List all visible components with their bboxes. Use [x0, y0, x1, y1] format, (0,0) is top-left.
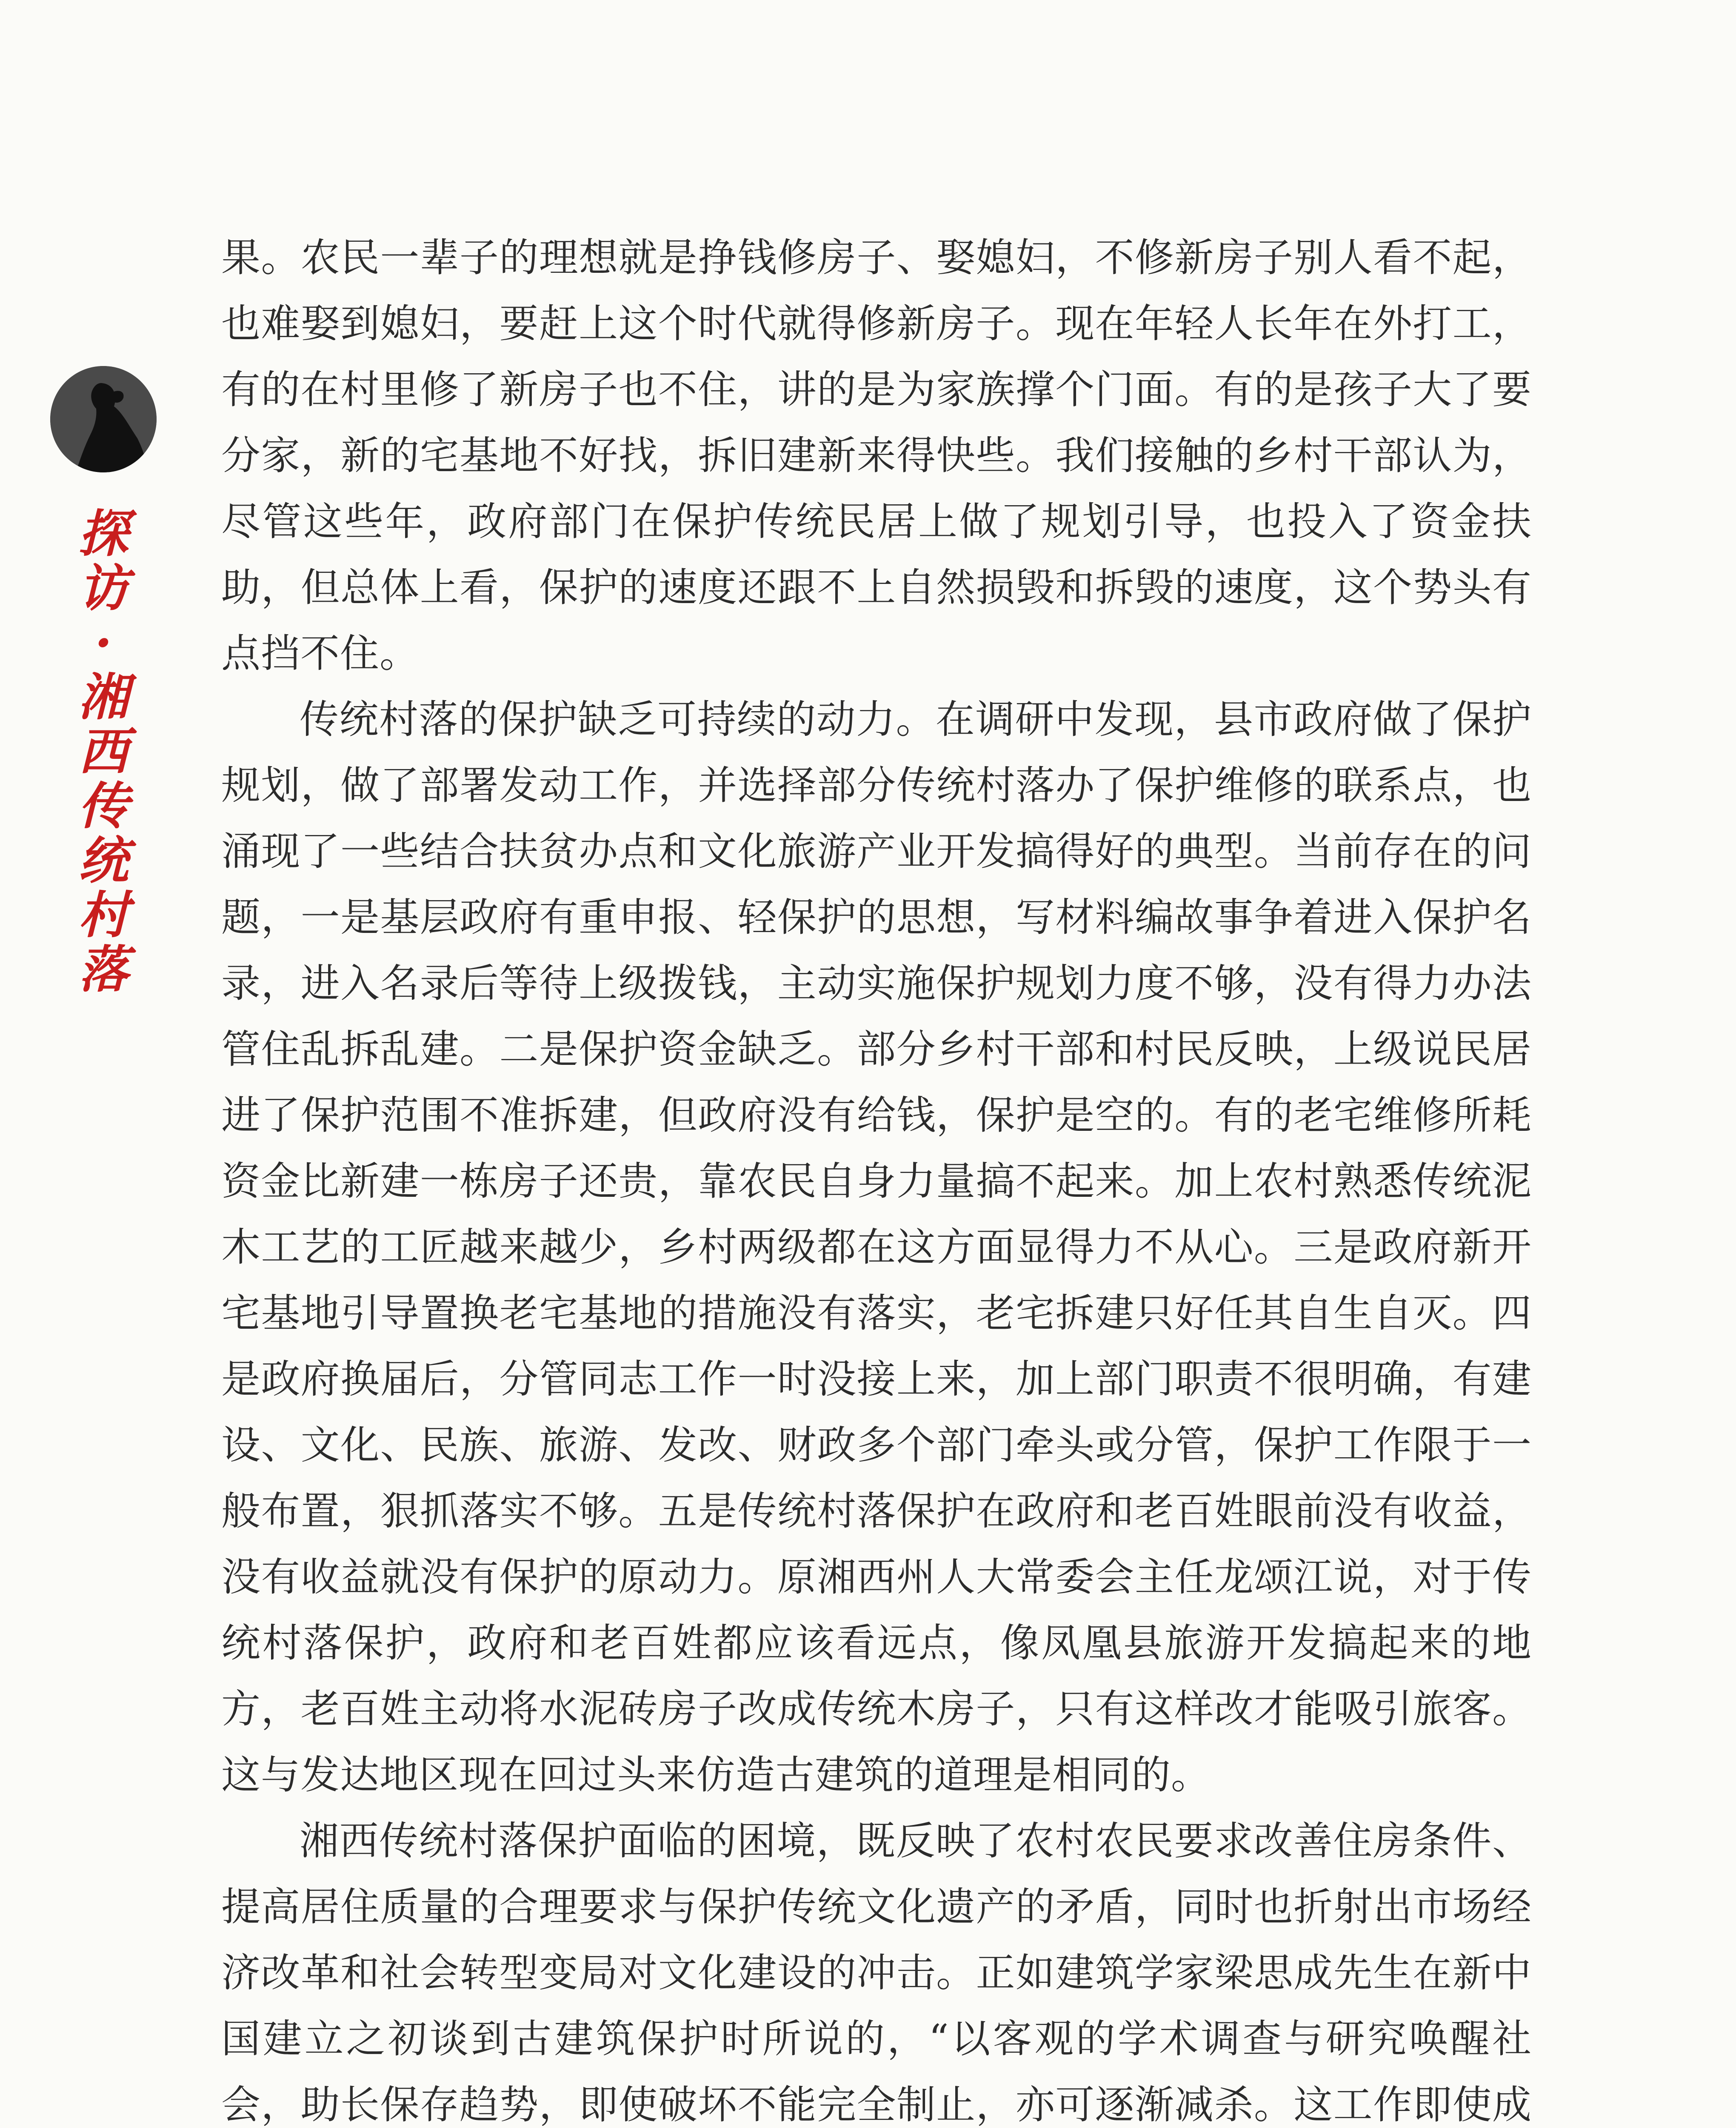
side-title-char: 村: [78, 885, 128, 944]
silhouette-portrait-icon: [50, 366, 157, 472]
side-title-char: 访: [78, 558, 128, 618]
side-title-char: ·: [94, 613, 112, 672]
side-title-char: 湘: [78, 667, 128, 726]
silhouette-figure-icon: [50, 366, 157, 472]
side-title-char: 传: [78, 776, 128, 835]
side-title-char: 西: [78, 722, 128, 781]
paragraph: 湘西传统村落保护面临的困境，既反映了农村农民要求改善住房条件、提高居住质量的合理要求与保护传统文化遗产的矛盾，同时也折射出市场经济改革和社会转型变局对文化建设的冲击。正如建筑学家梁思成先生在新中国建立之初谈到古建筑保护时所说的，“以客观的学术调查与研究唤醒社会，助长保存趋势，即使破坏不能完全制止，亦可逐渐减杀。这工作即使成: [221, 1818, 1532, 2128]
side-decoration: [50, 366, 165, 997]
body-text: [221, 225, 1532, 2128]
paragraph: 传统村落的保护缺乏可持续的动力。在调研中发现，县市政府做了保护规划，做了部署发动工作，并选择部分传统村落办了保护维修的联系点，也涌现了一些结合扶贫办点和文化旅游产业开发搞得好的典型。当前存在的问题，一是基层政府有重申报、轻保护的思想，写材料编故事争着进入保护名录，进入名录后等待上级拨钱，主动实施保护规划力度不够，没有得力办法管住乱拆乱建。二是保护资金缺乏。部分乡村干部和村民反映，上级说民居进了保护范围不准拆建，但政府没有给钱，保护是空的。有的老宅维修所耗资金比新建一栋房子还贵，靠农民自身力量搞不起来。加上农村熟悉传统泥木工艺的工匠越来越少，乡村两级都在这方面显得力不从心。三是政府新开宅基地引导置换老宅基地的措施没有落实，老宅拆建只好任其自生自灭。四是政府换届后，分管同志工作一时没接上来，加上部门职责不很明确，有建设、文化、民族、旅游、发改、财政多个部门牵头或分管，保护工作限于一般布置，狠抓落实不够。五是传统村落保护在政府和老百姓眼前没有收益，没有收益就没有保护的原动力。原湘西州人大常委会主任龙颂江说，对于传统村落保护，政府和老百姓都应该看远点，像凤凰县旅游开发搞起来的地方，老百姓主动将水泥砖房子改成传统木房子，只有这样改才能吸引旅客。这与发达地区现在回过头来仿造古建筑的道理是相同的。: [221, 697, 1532, 1798]
side-title-char: 落: [78, 940, 128, 999]
side-title-char: 统: [78, 831, 128, 890]
side-title-char: 探: [78, 504, 128, 563]
side-vertical-title: [50, 506, 157, 997]
paragraph: 果。农民一辈子的理想就是挣钱修房子、娶媳妇，不修新房子别人看不起，也难娶到媳妇，要赶上这个时代就得修新房子。现在年轻人长年在外打工，有的在村里修了新房子也不住，讲的是为家族撑个门面。有的是孩子大了要分家，新的宅基地不好找，拆旧建新来得快些。我们接触的乡村干部认为，尽管这些年，政府部门在保护传统民居上做了规划引导，也投入了资金扶助，但总体上看，保护的速度还跟不上自然损毁和拆毁的速度，这个势头有点挡不住。: [221, 235, 1532, 676]
